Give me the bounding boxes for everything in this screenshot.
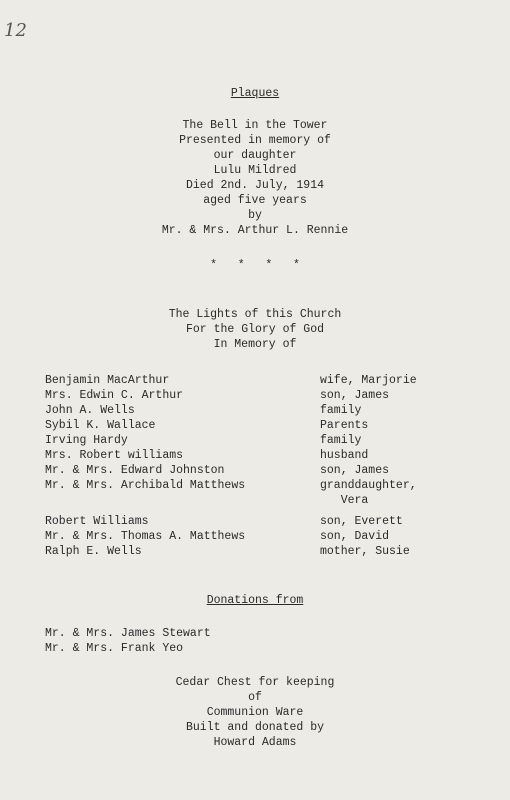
lights-line: In Memory of xyxy=(213,338,297,351)
plaque-line: The Bell in the Tower xyxy=(182,119,328,132)
donations-heading: Donations from xyxy=(206,594,304,607)
cedar-line: Communion Ware xyxy=(206,706,304,719)
handwritten-page-number: 12 xyxy=(4,20,27,41)
memorial-person: husband xyxy=(320,449,369,462)
lights-line: The Lights of this Church xyxy=(168,308,342,321)
cedar-line: Built and donated by xyxy=(185,721,325,734)
memorial-donor: Mrs. Robert williams xyxy=(45,449,184,462)
memorial-donor: Mr. & Mrs. Thomas A. Matthews xyxy=(45,530,246,543)
memorial-person: son, James xyxy=(320,389,390,402)
plaque-line: Presented in memory of xyxy=(179,134,331,147)
memorial-person: granddaughter, xyxy=(320,479,417,492)
memorial-donor: Robert Williams xyxy=(45,515,149,528)
memorial-person: family xyxy=(320,404,362,417)
cedar-line: Howard Adams xyxy=(213,736,297,749)
memorial-person: family xyxy=(320,434,362,447)
memorial-donor: Irving Hardy xyxy=(45,434,128,447)
separator-stars: * * * * xyxy=(210,259,300,272)
memorial-person: Vera xyxy=(320,494,369,507)
memorial-donor: John A. Wells xyxy=(45,404,135,417)
donation-donor: Mr. & Mrs. Frank Yeo xyxy=(45,642,184,655)
memorial-donor: Mrs. Edwin C. Arthur xyxy=(45,389,184,402)
memorial-donor: Sybil K. Wallace xyxy=(45,419,156,432)
memorial-person: Parents xyxy=(320,419,369,432)
memorial-person: son, James xyxy=(320,464,390,477)
memorial-person: son, David xyxy=(320,530,390,543)
memorial-donor: Mr. & Mrs. Archibald Matthews xyxy=(45,479,246,492)
memorial-donor: Benjamin MacArthur xyxy=(45,374,170,387)
plaque-line: Died 2nd. July, 1914 xyxy=(185,179,325,192)
cedar-line: of xyxy=(248,691,262,704)
plaque-line: Lulu Mildred xyxy=(213,164,297,177)
cedar-line: Cedar Chest for keeping xyxy=(175,676,335,689)
plaque-line: our daughter xyxy=(213,149,297,162)
memorial-person: mother, Susie xyxy=(320,545,410,558)
memorial-donor: Ralph E. Wells xyxy=(45,545,142,558)
memorial-person: wife, Marjorie xyxy=(320,374,417,387)
memorial-donor: Mr. & Mrs. Edward Johnston xyxy=(45,464,225,477)
lights-line: For the Glory of God xyxy=(185,323,325,336)
plaques-heading: Plaques xyxy=(230,87,280,100)
plaque-line: aged five years xyxy=(203,194,307,207)
donation-donor: Mr. & Mrs. James Stewart xyxy=(45,627,211,640)
plaque-line: Mr. & Mrs. Arthur L. Rennie xyxy=(161,224,349,237)
plaque-line: by xyxy=(248,209,262,222)
memorial-person: son, Everett xyxy=(320,515,403,528)
